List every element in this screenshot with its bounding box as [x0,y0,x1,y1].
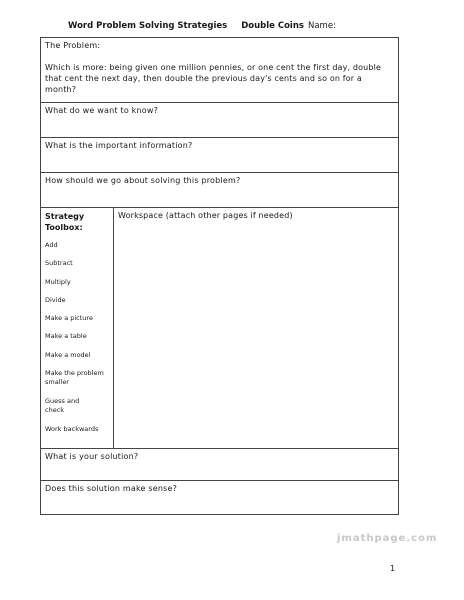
workspace-label: Workspace (attach other pages if needed) [118,211,293,220]
page-number: 1 [390,564,396,573]
want-to-know-section[interactable] [41,103,398,138]
solution-label: What is your solution? [45,452,139,461]
strategy-section [41,208,398,449]
problem-section [41,38,398,103]
important-info-label: What is the important information? [45,141,193,150]
how-to-solve-label: How should we go about solving this problem? [45,176,241,185]
tool-item: Make a picture [45,314,93,322]
problem-text: Which is more: being given one million pennies, or one cent the first day, double that cent the next day, then double the previous day's cents and so on for a month? [45,63,382,94]
tool-item: Multiply [45,278,71,286]
worksheet-subtitle: Double Coins [241,21,304,31]
site-watermark: jmathpage.com [337,533,438,544]
tool-item: Make a table [45,332,87,340]
makes-sense-label: Does this solution make sense? [45,484,178,493]
tool-item: Add [45,241,58,249]
how-to-solve-section[interactable] [41,173,398,208]
name-label: Name: [307,21,336,31]
solution-section[interactable] [41,449,398,481]
tool-item: Subtract [45,259,73,267]
tool-item: Make a model [45,351,91,359]
tool-item: Divide [45,296,66,304]
worksheet-title: Word Problem Solving Strategies [68,21,228,31]
strategy-toolbox [41,208,114,448]
tool-item: Work backwards [45,425,99,433]
makes-sense-section[interactable] [41,481,398,514]
toolbox-title: Strategy Toolbox: [45,212,85,232]
want-to-know-label: What do we want to know? [45,106,159,115]
problem-label: The Problem: [45,41,101,50]
important-info-section[interactable] [41,138,398,173]
worksheet-table [40,37,399,515]
tool-item: Make the problem smaller [45,369,104,386]
tool-item: Guess and check [45,397,80,414]
worksheet-header [68,21,336,31]
